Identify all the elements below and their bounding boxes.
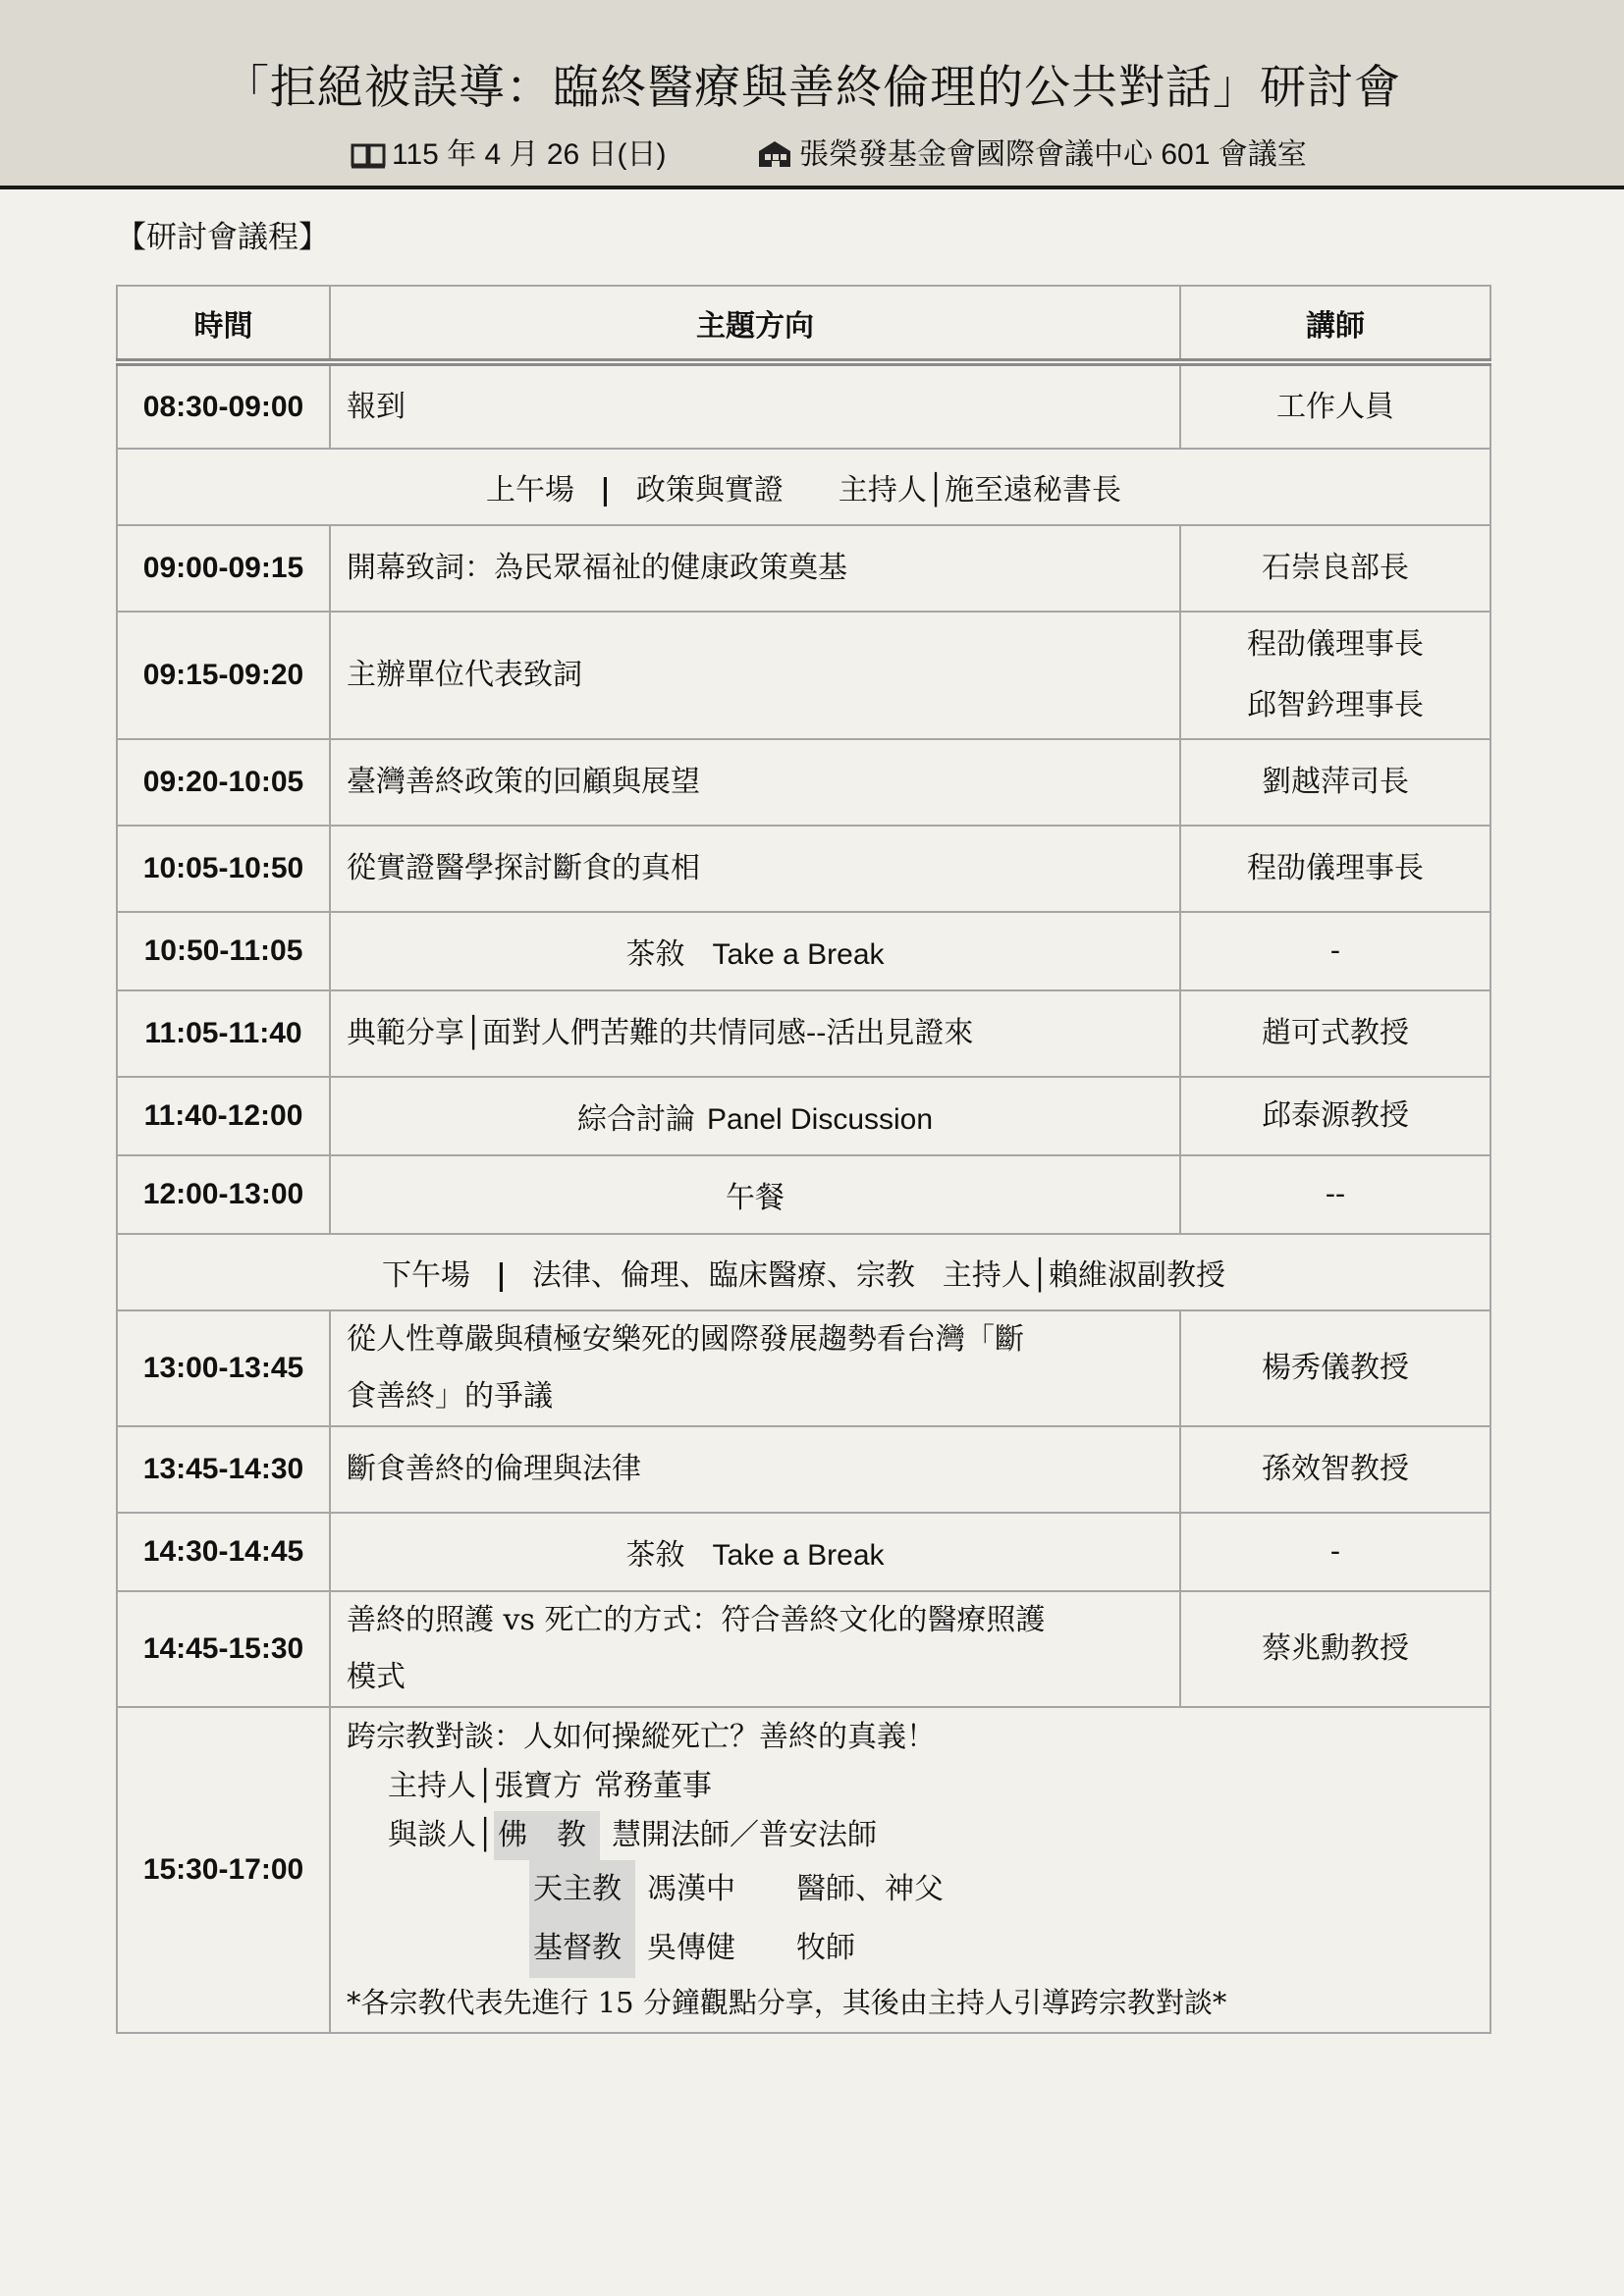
building-icon: [756, 137, 793, 169]
row-topic: [330, 1591, 1180, 1707]
panel-guest-line: [347, 1919, 1474, 1978]
panel-content: [330, 1707, 1490, 2033]
guest-name: 慧開法師／普安法師: [612, 1818, 878, 1852]
topic-zh: 茶敘: [625, 937, 685, 972]
table-row: [117, 912, 1490, 990]
topic-en: Take a Break: [712, 938, 885, 971]
row-time: 10:50-11:05: [117, 912, 330, 990]
row-speaker: 趙可式教授: [1180, 990, 1490, 1077]
header-time: 時間: [117, 286, 330, 362]
row-time: 08:30-09:00: [117, 362, 330, 449]
table-row: [117, 1513, 1490, 1591]
host-label: 主持人│: [388, 1769, 495, 1803]
row-topic: 主辦單位代表致詞: [330, 612, 1180, 739]
religion-tag: 佛 教: [494, 1811, 600, 1860]
row-speaker: [1180, 612, 1490, 739]
table-row: [117, 1310, 1490, 1426]
panel-host-line: [347, 1762, 1474, 1811]
table-row: [117, 612, 1490, 739]
guest-name: 馮漢中: [647, 1872, 735, 1906]
row-time: 14:30-14:45: [117, 1513, 330, 1591]
session-row-morning: [117, 449, 1490, 525]
session-divider: |: [496, 1258, 507, 1293]
table-row: [117, 739, 1490, 826]
host-name: 張寶方: [494, 1769, 583, 1803]
row-time: 11:40-12:00: [117, 1077, 330, 1155]
topic-zh: 綜合討論: [576, 1102, 695, 1137]
row-topic: 開幕致詞：為民眾福祉的健康政策奠基: [330, 525, 1180, 612]
topic-line: 從人性尊嚴與積極安樂死的國際發展趨勢看台灣「斷: [347, 1322, 1024, 1357]
row-topic: [330, 1513, 1180, 1591]
row-speaker: 石崇良部長: [1180, 525, 1490, 612]
guest-name: 吳傳健: [647, 1931, 735, 1965]
agenda-table: [116, 285, 1491, 2034]
row-topic: 報到: [330, 362, 1180, 449]
table-row: [117, 1077, 1490, 1155]
religion-tag: 天主教: [529, 1860, 635, 1919]
header-speaker: 講師: [1180, 286, 1490, 362]
page-title: 「拒絕被誤導：臨終醫療與善終倫理的公共對話」研討會: [223, 61, 1401, 115]
table-row: [117, 1155, 1490, 1234]
session-row-afternoon: [117, 1234, 1490, 1310]
row-topic: 午餐: [330, 1155, 1180, 1234]
row-time: 09:15-09:20: [117, 612, 330, 739]
topic-en: Take a Break: [712, 1539, 885, 1572]
religion-tag: 基督教: [529, 1919, 635, 1978]
row-time: 12:00-13:00: [117, 1155, 330, 1234]
row-topic: 從實證醫學探討斷食的真相: [330, 826, 1180, 912]
row-topic: 斷食善終的倫理與法律: [330, 1426, 1180, 1513]
host-title: 常務董事: [594, 1769, 713, 1803]
row-topic: 典範分享│面對人們苦難的共情同感--活出見證來: [330, 990, 1180, 1077]
table-row: [117, 826, 1490, 912]
row-speaker: 楊秀儀教授: [1180, 1310, 1490, 1426]
row-time: 13:00-13:45: [117, 1310, 330, 1426]
row-speaker: 劉越萍司長: [1180, 739, 1490, 826]
table-row: [117, 1426, 1490, 1513]
page-header: [0, 0, 1624, 189]
table-row: [117, 525, 1490, 612]
guest-title: 牧師: [796, 1931, 855, 1965]
session-afternoon: [117, 1234, 1490, 1310]
row-speaker: 蔡兆勳教授: [1180, 1591, 1490, 1707]
event-venue: [756, 135, 1307, 175]
row-speaker: --: [1180, 1155, 1490, 1234]
session-theme: 政策與實證: [635, 473, 784, 507]
row-time: 10:05-10:50: [117, 826, 330, 912]
guest-title: 醫師、神父: [796, 1872, 944, 1906]
table-row: [117, 1591, 1490, 1707]
row-time: 14:45-15:30: [117, 1591, 330, 1707]
table-row: [117, 362, 1490, 449]
row-speaker: -: [1180, 912, 1490, 990]
row-time: 15:30-17:00: [117, 1707, 330, 2033]
row-time: 09:20-10:05: [117, 739, 330, 826]
session-host: 主持人│施至遠秘書長: [838, 473, 1121, 507]
panel-guest-line: [347, 1860, 1474, 1919]
event-date-text: 115 年 4 月 26 日(日): [392, 138, 667, 171]
topic-line: 食善終」的爭議: [347, 1379, 553, 1414]
row-speaker: 工作人員: [1180, 362, 1490, 449]
row-speaker: 邱泰源教授: [1180, 1077, 1490, 1155]
session-host: 主持人│賴維淑副教授: [942, 1258, 1225, 1293]
table-row-panel: [117, 1707, 1490, 2033]
topic-zh: 茶敘: [625, 1538, 685, 1573]
topic-en: Panel Discussion: [706, 1103, 934, 1136]
header-topic: 主題方向: [330, 286, 1180, 362]
topic-line: 模式: [347, 1660, 406, 1694]
table-row: [117, 990, 1490, 1077]
session-divider: |: [600, 473, 611, 507]
table-header-row: [117, 286, 1490, 362]
event-venue-text: 張榮發基金會國際會議中心 601 會議室: [799, 138, 1307, 171]
row-time: 11:05-11:40: [117, 990, 330, 1077]
row-speaker: 程劭儀理事長: [1180, 826, 1490, 912]
book-icon: [351, 141, 386, 169]
speaker-line: 程劭儀理事長: [1247, 627, 1424, 662]
row-time: 13:45-14:30: [117, 1426, 330, 1513]
row-topic: [330, 912, 1180, 990]
topic-line: 善終的照護 vs 死亡的方式：符合善終文化的醫療照護: [347, 1603, 1046, 1637]
row-topic: [330, 1310, 1180, 1426]
speaker-line: 邱智鈐理事長: [1247, 688, 1424, 722]
section-label: 【研討會議程】: [116, 220, 329, 255]
guests-label: 與談人│: [388, 1818, 495, 1852]
row-topic: 臺灣善終政策的回顧與展望: [330, 739, 1180, 826]
session-label: 下午場: [382, 1258, 470, 1293]
panel-guest-line: [347, 1811, 1474, 1860]
panel-note: *各宗教代表先進行 15 分鐘觀點分享，其後由主持人引導跨宗教對談*: [347, 1986, 1227, 2019]
row-topic: [330, 1077, 1180, 1155]
session-morning: [117, 449, 1490, 525]
session-label: 上午場: [486, 473, 574, 507]
row-speaker: -: [1180, 1513, 1490, 1591]
session-theme: 法律、倫理、臨床醫療、宗教: [531, 1258, 915, 1293]
row-speaker: 孫效智教授: [1180, 1426, 1490, 1513]
panel-title: 跨宗教對談：人如何操縱死亡？善終的真義！: [347, 1720, 936, 1754]
event-date: [351, 135, 667, 175]
row-time: 09:00-09:15: [117, 525, 330, 612]
